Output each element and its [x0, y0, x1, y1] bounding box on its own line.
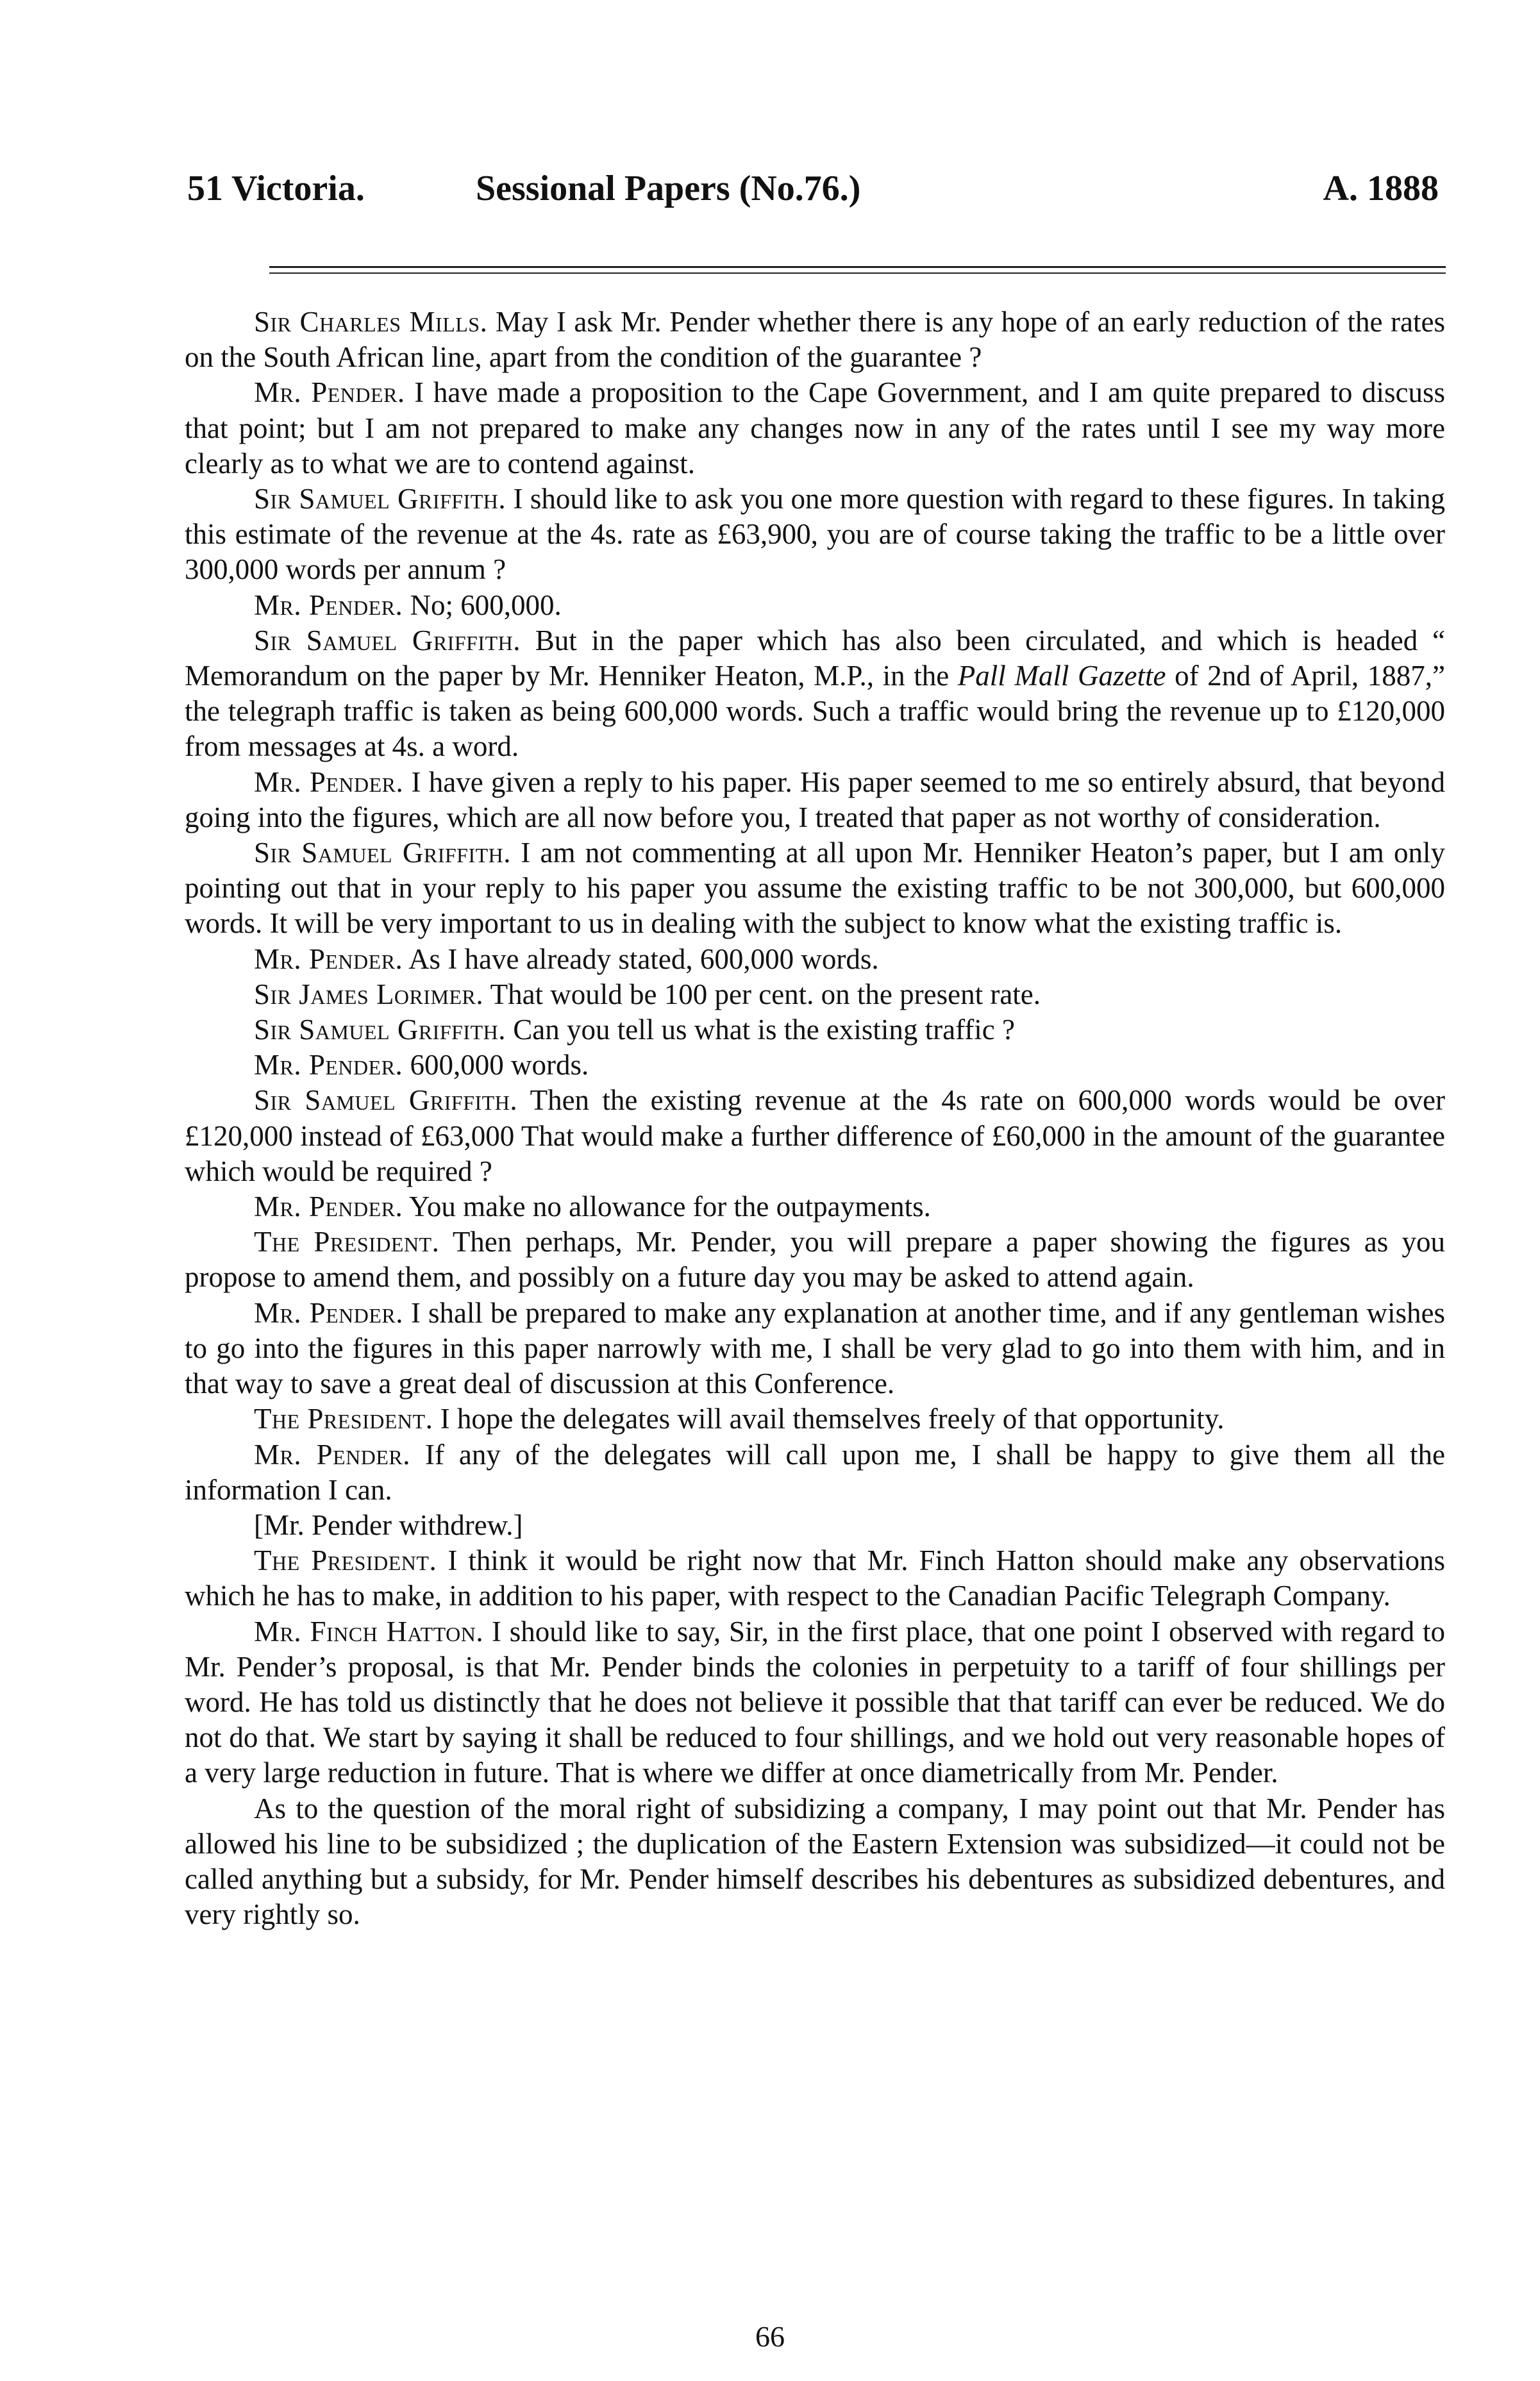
paragraph-text: I hope the delegates will avail themselves freely of that opportunity. [433, 1403, 1225, 1435]
paragraph-text: No; 600,000. [403, 589, 562, 621]
paragraph-text: If any of the delegates will call upon me, I shall be happy to give them all the information I can. [185, 1438, 1445, 1506]
speaker-name: Sir James Lorimer. [254, 978, 484, 1010]
paragraph-text: Then the existing revenue at the 4s rate on 600,000 words would be over £120,000 instead of £63,000 That would make a further difference of £60,000 in the amount of the guarantee which would be required ? [185, 1084, 1445, 1187]
paragraph-text-continued: of 2nd of April, 1887,” the telegraph traffic is taken as being 600,000 words. Such a traffic would bring the revenue up to £120,000 from messages at 4s. a word. [185, 660, 1446, 763]
speaker-name: Mr. Pender. [254, 1190, 403, 1223]
paragraph-text: 600,000 words. [403, 1049, 589, 1082]
speaker-name: Mr. Pender. [254, 942, 403, 975]
speaker-name: Mr. Pender. [254, 1049, 403, 1082]
paragraph [185, 305, 1445, 375]
running-header [187, 168, 1452, 214]
speaker-name: Mr. Pender. [254, 765, 404, 798]
speaker-name: Mr. Pender. [254, 589, 403, 621]
paragraph [185, 1048, 1445, 1083]
header-year: A. 1888 [1323, 169, 1439, 208]
paragraph [185, 765, 1445, 835]
paragraph-text: You make no allowance for the outpayments. [403, 1190, 931, 1223]
paragraph [185, 1437, 1445, 1508]
page-number: 66 [755, 2320, 785, 2353]
paragraph [185, 1296, 1445, 1402]
paragraph-text: As I have already stated, 600,000 words. [403, 942, 879, 975]
speaker-name: Sir Samuel Griffith. [254, 1084, 518, 1117]
speaker-name: Sir Charles Mills. [254, 306, 488, 338]
paragraph-text: As to the question of the moral right of subsidizing a company, I may point out that Mr. Pender has allowed his line to be subsidized ; the duplication of the Eastern Extension was subsidized—it could not be called anything but a subsidy, for Mr. Pender himself describes his debentures as subsidized debentures, and very rightly so. [185, 1792, 1445, 1931]
speaker-name: Mr. Pender. [254, 1438, 410, 1471]
speaker-name: Mr. Pender. [254, 376, 405, 409]
header-title: Sessional Papers (No.76.) [476, 169, 861, 208]
speaker-name: The President. [254, 1544, 437, 1577]
paragraph [185, 1012, 1445, 1048]
paragraph [185, 1189, 1445, 1224]
paragraph-text: [Mr. Pender withdrew.] [254, 1508, 523, 1541]
speaker-name: Mr. Pender. [254, 1296, 404, 1329]
speaker-name: Mr. Finch Hatton. [254, 1615, 484, 1648]
paragraph [185, 942, 1445, 977]
paragraph-text: May I ask Mr. Pender whether there is any hope of an early reduction of the rates on the South African line, apart from the condition of the guarantee ? [185, 306, 1445, 374]
speaker-name: The President. [254, 1403, 433, 1435]
paragraph [185, 481, 1445, 588]
paragraph-text: I have made a proposition to the Cape Government, and I am quite prepared to discuss that point; but I am not prepared to make any changes now in any of the rates until I see my way more clearly as to what we are to contend against. [185, 376, 1445, 480]
paragraph [185, 1083, 1445, 1189]
speaker-name: Sir Samuel Griffith. [254, 837, 512, 869]
speaker-name: Sir Samuel Griffith. [254, 1014, 506, 1046]
header-rule-top [269, 266, 1446, 268]
paragraph [185, 1543, 1445, 1614]
paragraph-text: Then perhaps, Mr. Pender, you will prepare a paper showing the figures as you propose to amend them, and possibly on a future day you may be asked to attend again. [185, 1226, 1445, 1294]
paragraph-text: That would be 100 per cent. on the present rate. [483, 978, 1041, 1010]
newspaper-title: Pall Mall Gazette [957, 660, 1166, 692]
paragraph-text: But in the paper which has also been circulated, and which is headed “ Memorandum on the paper by Mr. Henniker Heaton, M.P., in the [185, 624, 1445, 692]
paragraph [185, 1401, 1445, 1437]
paragraph-text: I am not commenting at all upon Mr. Henniker Heaton’s paper, but I am only pointing out that in your reply to his paper you assume the existing traffic to be not 300,000, but 600,000 words. It will be very important to us in dealing with the subject to know what the existing traffic is. [185, 837, 1445, 940]
paragraph-text: I think it would be right now that Mr. Finch Hatton should make any observations which he has to make, in addition to his paper, with respect to the Canadian Pacific Telegraph Company. [185, 1544, 1446, 1612]
paragraph-text: I should like to say, Sir, in the first place, that one point I observed with regard to Mr. Pender’s proposal, is that Mr. Pender binds the colonies in perpetuity to a tariff of four shillings per word. He has told us distinctly that he does not believe it possible that that tariff can ever be reduced. We do not do that. We start by saying it shall be reduced to four shillings, and we hold out very reasonable hopes of a very large reduction in future. That is where we differ at once diametrically from Mr. Pender. [185, 1615, 1445, 1789]
paragraph [185, 835, 1445, 942]
paragraph [185, 375, 1445, 481]
speaker-name: The President. [254, 1226, 440, 1258]
stage-direction [185, 1508, 1445, 1543]
paragraph-text: I have given a reply to his paper. His paper seemed to me so entirely absurd, that beyond going into the figures, which are all now before you, I treated that paper as not worthy of consideration. [185, 765, 1445, 833]
transcript-body [185, 305, 1445, 1932]
paragraph [185, 1614, 1445, 1791]
paragraph [185, 977, 1445, 1012]
header-rule-bottom [269, 272, 1446, 274]
paragraph [185, 623, 1445, 765]
paragraph [185, 1224, 1445, 1295]
paragraph-text: I shall be prepared to make any explanation at another time, and if any gentleman wishes to go into the figures in this paper narrowly with me, I shall be very glad to go into them with him, and in that way to save a great deal of discussion at this Conference. [185, 1296, 1445, 1400]
paragraph [185, 1791, 1445, 1933]
header-session: 51 Victoria. [187, 169, 365, 208]
speaker-name: Sir Samuel Griffith. [254, 624, 521, 656]
speaker-name: Sir Samuel Griffith. [254, 483, 506, 515]
paragraph [185, 588, 1445, 623]
paragraph-text: Can you tell us what is the existing traffic ? [505, 1014, 1015, 1046]
paragraph-text: I should like to ask you one more question with regard to these figures. In taking this estimate of the revenue at the 4s. rate as £63,900, you are of course taking the traffic to be a little over 300,000 words per annum ? [185, 483, 1445, 586]
